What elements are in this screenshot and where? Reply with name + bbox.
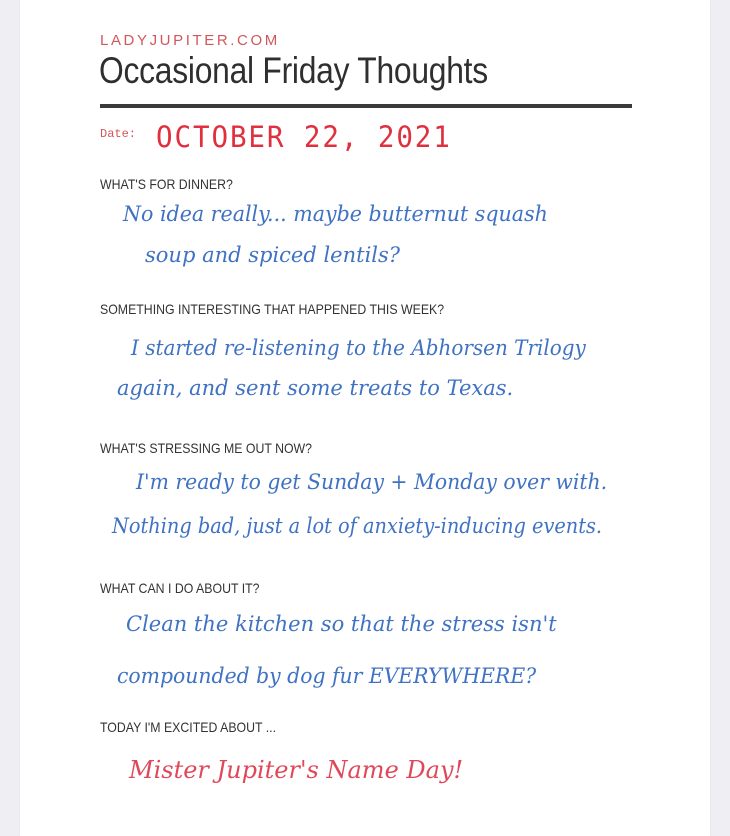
- question-interesting: SOMETHING INTERESTING THAT HAPPENED THIS WEEK?: [100, 301, 445, 317]
- answer-interesting-line-1: I started re-listening to the Abhorsen Trilogy: [131, 336, 586, 360]
- question-dinner: WHAT'S FOR DINNER?: [100, 176, 233, 192]
- question-stressing: WHAT'S STRESSING ME OUT NOW?: [100, 440, 313, 456]
- answer-dinner-line-2: soup and spiced lentils?: [145, 243, 401, 267]
- answer-dinner-line-1: No idea really... maybe butternut squash: [123, 202, 548, 226]
- site-name: LADYJUPITER.COM: [100, 32, 280, 49]
- answer-excited-line-1: Mister Jupiter's Name Day!: [129, 756, 464, 784]
- worksheet-page: [20, 0, 710, 836]
- answer-stressing-line-1: I'm ready to get Sunday + Monday over with.: [136, 470, 608, 494]
- page-title: Occasional Friday Thoughts: [99, 50, 488, 91]
- date-value: OCTOBER 22, 2021: [156, 120, 452, 154]
- date-label: Date:: [100, 127, 137, 141]
- title-divider: [100, 104, 632, 108]
- answer-stressing-line-2: Nothing bad, just a lot of anxiety-inducing events.: [112, 514, 603, 538]
- question-excited: TODAY I'M EXCITED ABOUT ...: [100, 719, 277, 735]
- question-action: WHAT CAN I DO ABOUT IT?: [100, 580, 260, 596]
- answer-interesting-line-2: again, and sent some treats to Texas.: [117, 376, 514, 400]
- answer-action-line-2: compounded by dog fur EVERYWHERE?: [117, 664, 537, 688]
- answer-action-line-1: Clean the kitchen so that the stress isn't: [126, 612, 557, 636]
